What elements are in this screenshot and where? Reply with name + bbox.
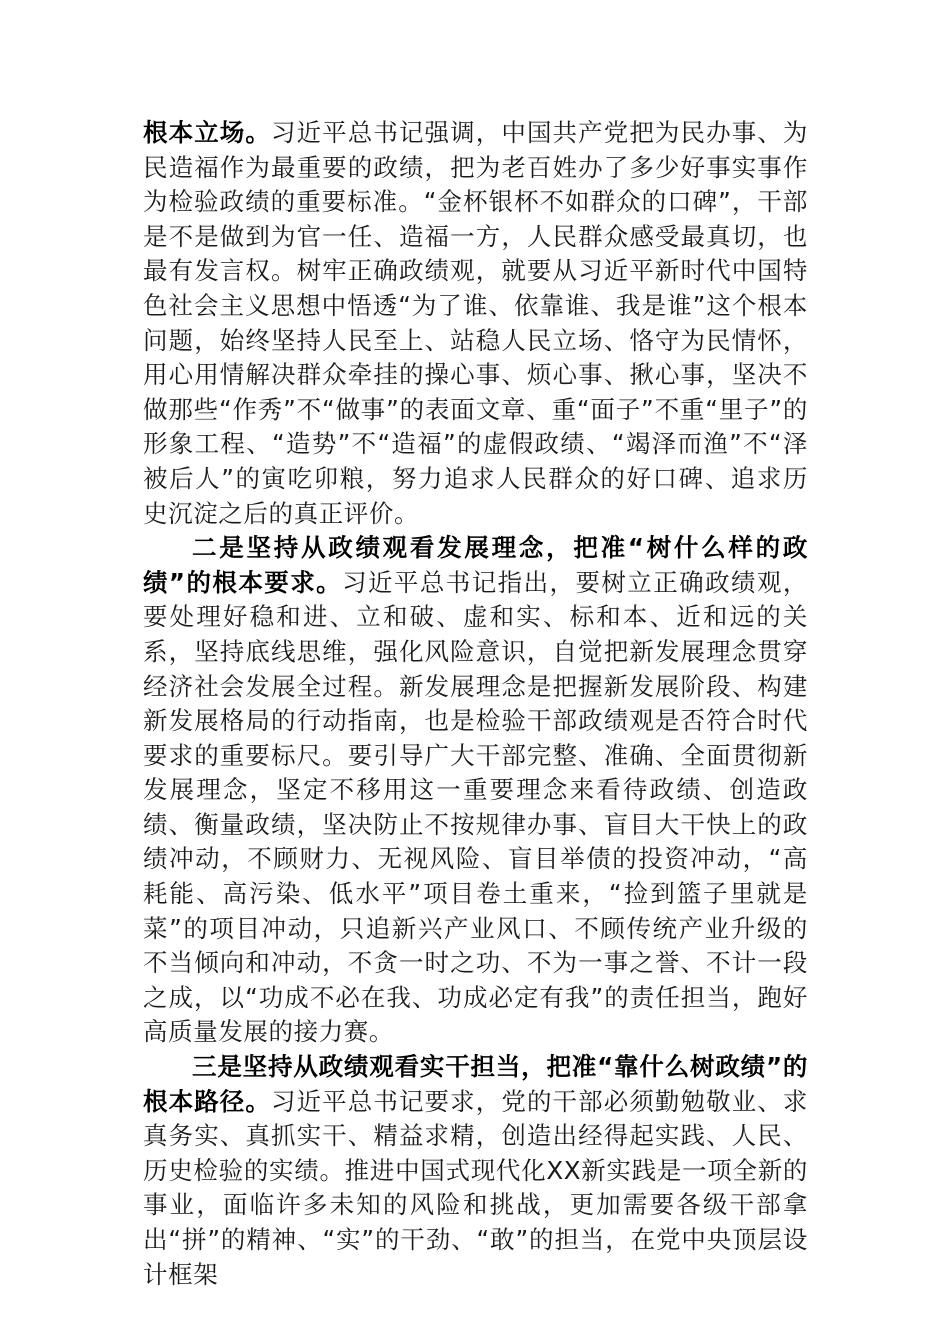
paragraph-1-text: 习近平总书记强调，中国共产党把为民办事、为民造福作为最重要的政绩，把为老百姓办了多少好事实事作为检验政绩的重要标准。“金杯银杯不如群众的口碑”，干部是不是做到为官一任、造福一方，人民群众感受最真切，也最有发言权。树牢正确政绩观，就要从习近平新时代中国特色社会主义思想中悟透“为了谁、依靠谁、我是谁”这个根本问题，始终坚持人民至上、站稳人民立场、恪守为民情怀，用心用情解决群众牵挂的操心事、烦心事、揪心事，坚决不做那些“作秀”不“做事”的表面文章、重“面子”不重“里子”的形象工程、“造势”不“造福”的虚假政绩、“竭泽而渔”不“泽被后人”的寅吃卯粮，努力追求人民群众的好口碑、追求历史沉淀之后的真正评价。 [143,118,808,528]
paragraph-1-lead: 根本立场。 [143,118,271,147]
document-body [143,116,808,1292]
paragraph-3-lead: 三是坚持从政绩观看实干担当，把准“靠什么树政绩”的根本路径。 [143,1052,808,1116]
paragraph-2-text: 习近平总书记指出，要树立正确政绩观，要处理好稳和进、立和破、虚和实、标和本、近和远的关系，坚持底线思维，强化风险意识，自觉把新发展理念贯穿经济社会发展全过程。新发展理念是把握新发展阶段、构建新发展格局的行动指南，也是检验干部政绩观是否符合时代要求的重要标尺。要引导广大干部完整、准确、全面贯彻新发展理念，坚定不移用这一重要理念来看待政绩、创造政绩、衡量政绩，坚决防止不按规律办事、盲目大干快上的政绩冲动，不顾财力、无视风险、盲目举债的投资冲动，“高耗能、高污染、低水平”项目卷土重来，“捡到篮子里就是菜”的项目冲动，只追新兴产业风口、不顾传统产业升级的不当倾向和冲动，不贪一时之功、不为一事之誉、不计一段之成，以“功成不必在我、功成必定有我”的责任担当，跑好高质量发展的接力赛。 [143,567,808,1047]
paragraph-2-lead: 二是坚持从政绩观看发展理念，把准“树什么样的政绩”的根本要求。 [143,533,808,597]
paragraph-3 [143,1050,808,1292]
paragraph-1 [143,116,808,531]
paragraph-3-text: 习近平总书记要求，党的干部必须勤勉敬业、求真务实、真抓实干、精益求精，创造出经得起实践、人民、历史检验的实绩。推进中国式现代化XX新实践是一项全新的事业，面临许多未知的风险和挑战，更加需要各级干部拿出“拼”的精神、“实”的干劲、“敢”的担当，在党中央顶层设计框架 [143,1086,808,1289]
paragraph-2 [143,531,808,1050]
